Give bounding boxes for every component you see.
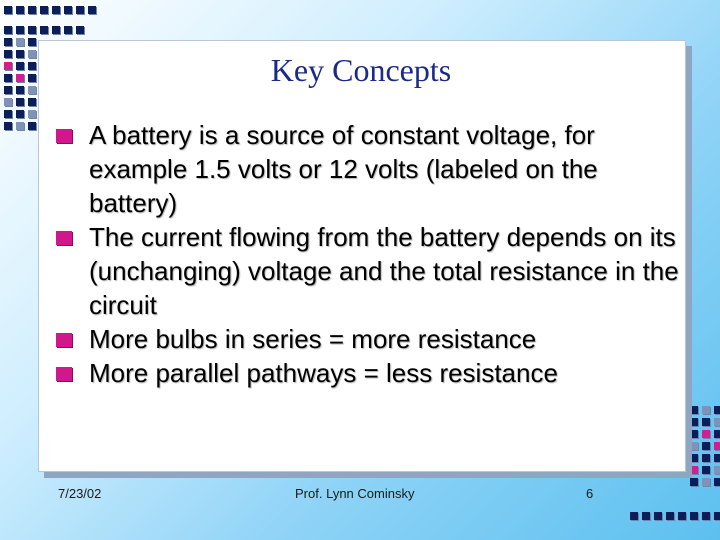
- bullet-list: [56, 118, 686, 390]
- decorative-dots-left-column: [4, 38, 36, 130]
- footer-date: 7/23/02: [58, 486, 102, 501]
- bullet-item: [56, 118, 686, 220]
- slide-title: Key Concepts: [270, 52, 452, 88]
- bullet-item: [56, 220, 686, 322]
- bullet-marker-icon: [56, 129, 72, 143]
- bullet-text: A battery is a source of constant voltage, for example 1.5 volts or 12 volts (labeled on the battery): [89, 120, 598, 218]
- bullet-marker-icon: [56, 231, 72, 245]
- bullet-item: [56, 322, 686, 356]
- decorative-dots-bottom-row: [630, 512, 720, 520]
- footer-page-number: 6: [586, 486, 594, 501]
- bullet-text: More bulbs in series = more resistance: [89, 324, 537, 354]
- bullet-marker-icon: [56, 333, 72, 347]
- bullet-marker-icon: [56, 367, 72, 381]
- bullet-item: [56, 356, 686, 390]
- decorative-dots-right-column: [690, 406, 720, 486]
- footer-author: Prof. Lynn Cominsky: [295, 486, 415, 501]
- decorative-dots-top-row: [4, 6, 96, 14]
- decorative-dots-second-row: [4, 26, 84, 34]
- bullet-text: More parallel pathways = less resistance: [89, 358, 558, 388]
- bullet-text: The current flowing from the battery depends on its (unchanging) voltage and the total resistance in the circuit: [89, 222, 679, 320]
